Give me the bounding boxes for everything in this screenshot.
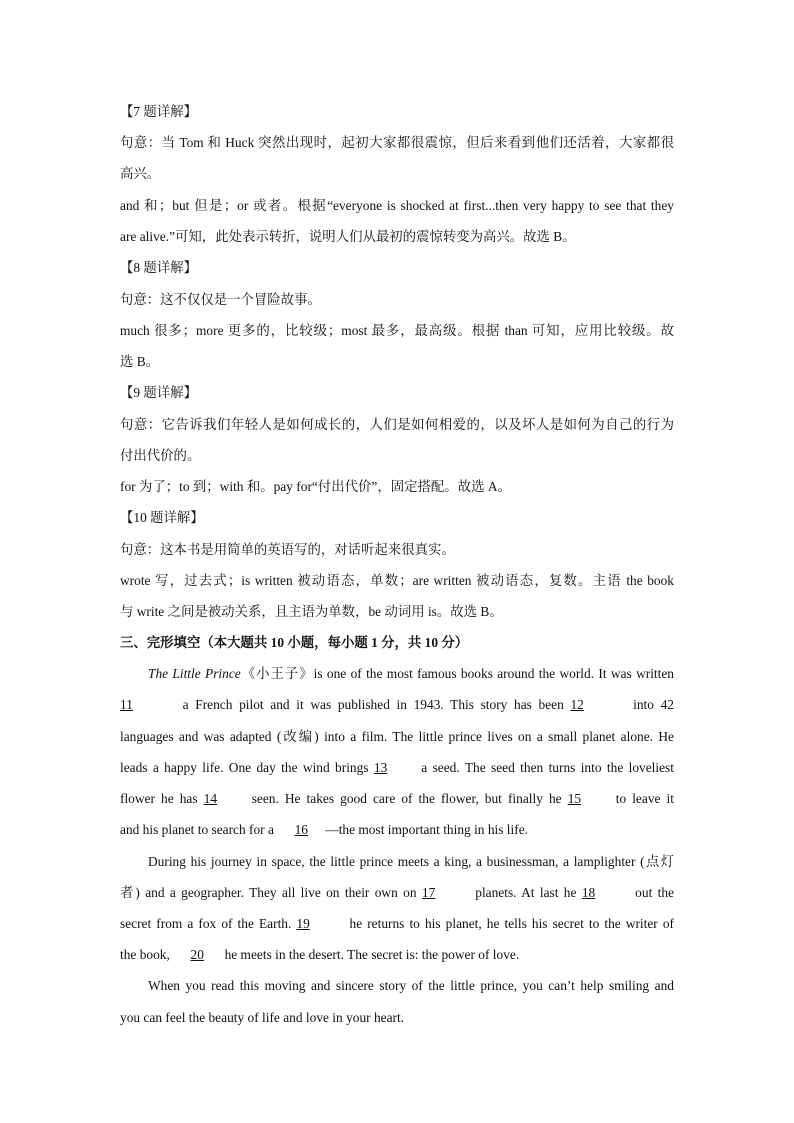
q7-explain-line-1: and 和；but 但是；or 或者。根据“everyone is shocked at first...then very happy to see that they [120, 198, 674, 213]
blank-12: 12 [570, 697, 584, 712]
passage-text: flower he has [120, 791, 198, 806]
blank-13: 13 [373, 760, 388, 775]
blank-18: 18 [581, 885, 596, 900]
passage-text: he returns to his planet, he tells his secret to the writer of [349, 916, 674, 931]
blank-19: 19 [296, 916, 310, 931]
blank-17: 17 [421, 885, 436, 900]
passage-text: into 42 [633, 697, 674, 712]
q10-header: 【10 题详解】 [120, 510, 204, 525]
q8-meaning: 句意：这不仅仅是一个冒险故事。 [120, 292, 321, 307]
passage-text: secret from a fox of the Earth. [120, 916, 292, 931]
passage-text: a seed. The seed then turns into the loveliest [421, 760, 674, 775]
passage-p1-line-2 [120, 695, 674, 715]
section-title: 三、完形填空（本大题共 10 小题，每小题 1 分，共 10 分） [120, 635, 469, 650]
passage-text: —the most important thing in his life. [325, 822, 529, 837]
passage-text: a French pilot and it was published in 1943. This story has been [182, 697, 564, 712]
passage-p1-line-3: languages and was adapted (改编) into a film. The little prince lives on a small planet alone. He [120, 729, 674, 744]
blank-11: 11 [120, 697, 133, 712]
passage-p3-line-2: you can feel the beauty of life and love in your heart. [120, 1010, 405, 1025]
passage-p3-line-1: When you read this moving and sincere story of the little prince, you can’t help smiling and [148, 978, 674, 993]
passage-text: is one of the most famous books around the world. It was written [313, 666, 674, 681]
q9-meaning-line-2: 付出代价的。 [120, 448, 201, 463]
blank-20: 20 [190, 947, 204, 962]
q8-explain-line-1: much 很多；more 更多的，比较级；most 最多，最高级。根据 than 可知，应用比较级。故 [120, 323, 674, 338]
passage-text: out the [635, 885, 674, 900]
passage-p2-line-2 [120, 883, 674, 903]
passage-p1-line-1 [148, 664, 674, 684]
passage-text: and his planet to search for a [120, 822, 274, 837]
q9-header: 【9 题详解】 [120, 385, 197, 400]
q8-explain-line-2: 选 B。 [120, 354, 160, 369]
q10-explain-line-2: 与 write 之间是被动关系，且主语为单数，be 动词用 is。故选 B。 [120, 604, 503, 619]
blank-15: 15 [567, 791, 582, 806]
passage-p1-line-5 [120, 789, 674, 809]
passage-text: 者) and a geographer. They all live on their own on [120, 885, 417, 900]
q7-meaning-line-1: 句意：当 Tom 和 Huck 突然出现时，起初大家都很震惊，但后来看到他们还活着，大家都很 [120, 135, 674, 150]
q10-explain-line-1: wrote 写，过去式；is written 被动语态，单数；are written 被动语态，复数。主语 the book [120, 573, 674, 588]
q9-meaning-line-1: 句意：它告诉我们年轻人是如何成长的，人们是如何相爱的，以及坏人是如何为自己的行为 [120, 417, 674, 432]
book-title: The Little Prince [148, 666, 241, 681]
q9-explain: for 为了；to 到；with 和。pay for“付出代价”，固定搭配。故选 A。 [120, 479, 511, 494]
passage-p2-line-3 [120, 914, 674, 934]
q8-header: 【8 题详解】 [120, 260, 197, 275]
q10-meaning: 句意：这本书是用简单的英语写的，对话听起来很真实。 [120, 542, 455, 557]
q7-header: 【7 题详解】 [120, 104, 197, 119]
passage-text: leads a happy life. One day the wind brings [120, 760, 369, 775]
passage-text: to leave it [615, 791, 674, 806]
passage-p2-line-1: During his journey in space, the little prince meets a king, a businessman, a lamplighter (点灯 [148, 854, 674, 869]
q7-meaning-line-2: 高兴。 [120, 166, 161, 181]
blank-16: 16 [294, 822, 308, 837]
blank-14: 14 [203, 791, 218, 806]
book-title-cn: 《小王子》 [240, 666, 314, 681]
passage-p2-line-4 [120, 945, 674, 965]
q7-explain-line-2: are alive.”可知，此处表示转折，说明人们从最初的震惊转变为高兴。故选 B。 [120, 229, 576, 244]
passage-text: planets. At last he [475, 885, 577, 900]
passage-p1-line-4 [120, 758, 674, 778]
passage-p1-line-6 [120, 820, 674, 840]
passage-text: the book, [120, 947, 170, 962]
passage-text: he meets in the desert. The secret is: the power of love. [224, 947, 520, 962]
passage-text: seen. He takes good care of the flower, but finally he [251, 791, 562, 806]
